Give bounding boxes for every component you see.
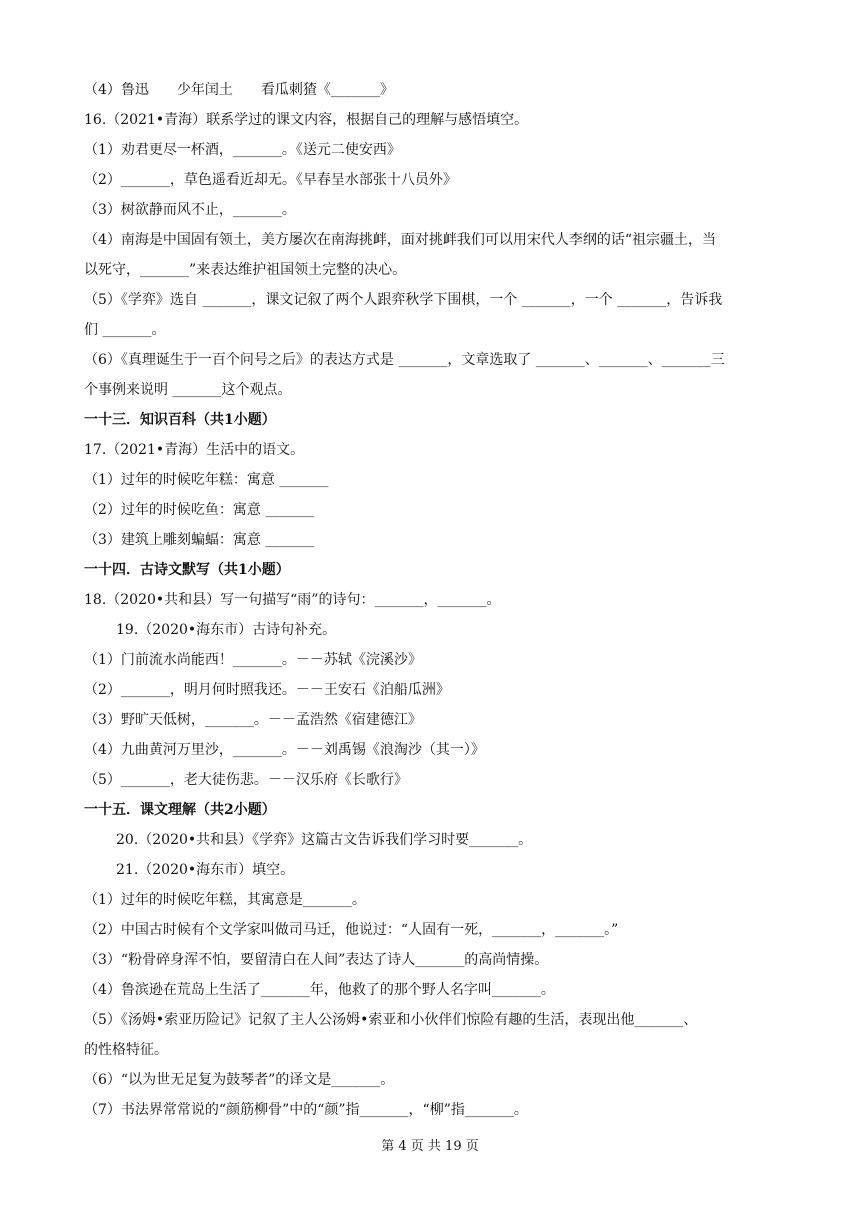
text-line: （6）《真理诞生于一百个问号之后》的表达方式是 _______，文章选取了 _______、_______、_______三 <box>84 352 725 368</box>
page-footer: 第 4 页 共 19 页 <box>381 1139 479 1154</box>
text-line: （1）劝君更尽一杯酒，_______。《送元二使安西》 <box>84 142 401 158</box>
text-line: （2）_______，明月何时照我还。－－王安石《泊船瓜洲》 <box>84 682 450 698</box>
question-21-stem: 21.（2020•海东市）填空。 <box>116 862 295 878</box>
text-line: （1）过年的时候吃年糕，其寓意是_______。 <box>84 892 366 908</box>
text-line: （2）中国古时候有个文学家叫做司马迁，他说过：“人固有一死，_______，_______。” <box>84 922 619 938</box>
question-18-stem: 18.（2020•共和县）写一句描写“雨”的诗句：_______，_______。 <box>84 592 501 608</box>
section-heading-15: 一十五．课文理解（共2小题） <box>84 802 276 818</box>
text-line: （4）九曲黄河万里沙，_______。－－刘禹锡《浪淘沙（其一）》 <box>84 742 485 758</box>
text-line: （7）书法界常常说的“颜筋柳骨”中的“颜”指_______，“柳”指_______。 <box>84 1102 528 1118</box>
section-heading-13: 一十三．知识百科（共1小题） <box>84 412 276 428</box>
text-line: 的性格特征。 <box>84 1042 168 1058</box>
text-line: （5）_______，老大徒伤悲。－－汉乐府《长歌行》 <box>84 772 408 788</box>
question-16-stem: 16.（2021•青海）联系学过的课文内容，根据自己的理解与感悟填空。 <box>84 112 529 128</box>
text-line: （4）鲁滨逊在荒岛上生活了_______年，他救了的那个野人名字叫_______。 <box>84 982 555 998</box>
text-line: （5）《学弈》选自 _______，课文记叙了两个人跟弈秋学下围棋，一个 _______，一个 _______，告诉我 <box>84 292 723 308</box>
text-line: （5）《汤姆•索亚历险记》记叙了主人公汤姆•索亚和小伙伴们惊险有趣的生活，表现出他_______、 <box>84 1012 698 1028</box>
text-line: （4）鲁迅 少年闰土 看瓜刺猹《_______》 <box>84 82 394 98</box>
text-line: 个事例来说明 _______这个观点。 <box>84 382 292 398</box>
text-line: （2）过年的时候吃鱼：寓意 _______ <box>84 502 315 518</box>
text-line: （2）_______，草色遥看近却无。《早春呈水部张十八员外》 <box>84 172 457 188</box>
text-line: 以死守，_______”来表达维护祖国领土完整的决心。 <box>84 262 407 278</box>
text-line: （6）“以为世无足复为鼓琴者”的译文是_______。 <box>84 1072 395 1088</box>
text-line: （3）树欲静而风不止，_______。 <box>84 202 296 218</box>
question-19-stem: 19.（2020•海东市）古诗句补充。 <box>116 622 337 638</box>
section-heading-14: 一十四．古诗文默写（共1小题） <box>84 562 290 578</box>
question-17-stem: 17.（2021•青海）生活中的语文。 <box>84 442 305 458</box>
text-line: （4）南海是中国固有领土，美方屡次在南海挑衅，面对挑衅我们可以用宋代人李纲的话“祖宗疆土，当 <box>84 232 717 248</box>
text-line: （1）过年的时候吃年糕：寓意 _______ <box>84 472 329 488</box>
text-line: 们 _______。 <box>84 322 166 338</box>
text-line: （1）门前流水尚能西！_______。－－苏轼《浣溪沙》 <box>84 652 422 668</box>
text-line: （3）建筑上雕刻蝙蝠：寓意 _______ <box>84 532 315 548</box>
text-line: （3）“粉骨碎身浑不怕，要留清白在人间”表达了诗人_______的高尚情操。 <box>84 952 549 968</box>
text-line: （3）野旷天低树，_______。－－孟浩然《宿建德江》 <box>84 712 422 728</box>
question-20-stem: 20.（2020•共和县）《学弈》这篇古文告诉我们学习时要_______。 <box>116 832 533 848</box>
